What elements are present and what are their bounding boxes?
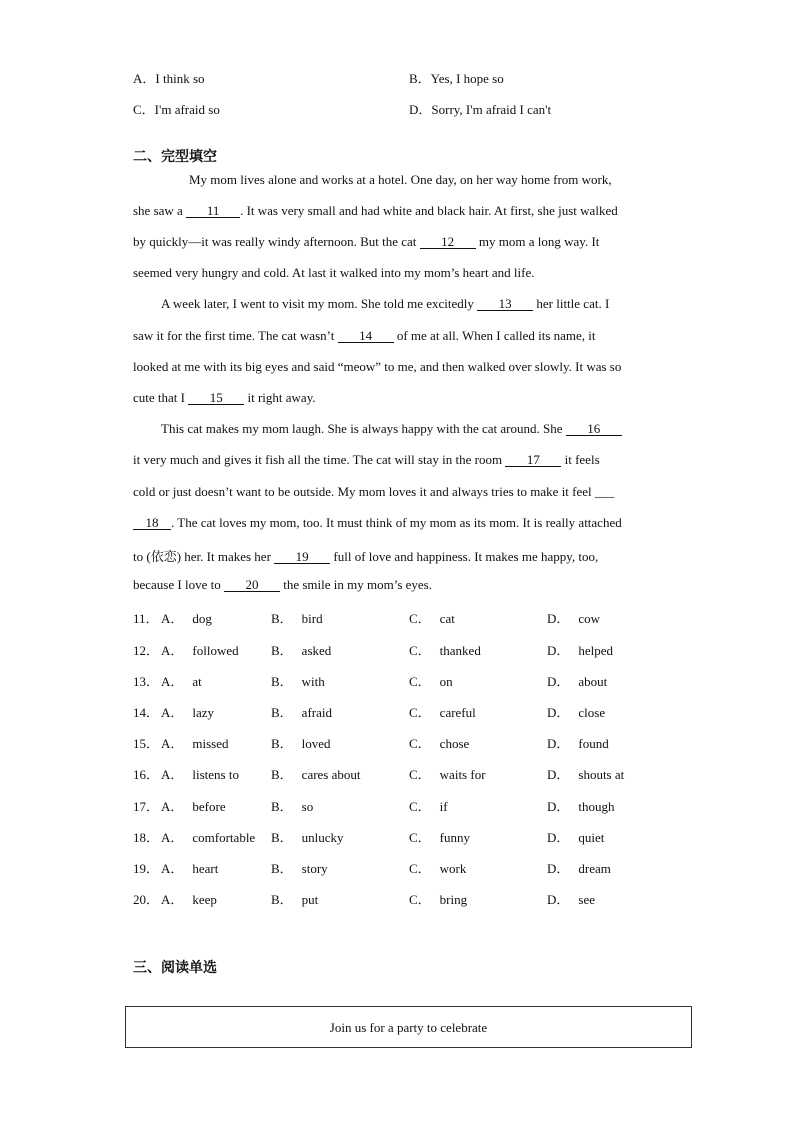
option-label: B． bbox=[271, 705, 293, 720]
option-c[interactable] bbox=[409, 640, 481, 659]
option-label: D． bbox=[547, 705, 570, 720]
question-number: 12． bbox=[133, 643, 160, 658]
passage-line: My mom lives alone and works at a hotel. One day, on her way home from work, bbox=[189, 172, 612, 187]
option-d[interactable] bbox=[547, 702, 605, 721]
option-d[interactable] bbox=[547, 858, 611, 877]
option-label: C． bbox=[409, 736, 431, 751]
option-b[interactable] bbox=[271, 858, 328, 877]
option-c[interactable] bbox=[409, 702, 476, 721]
section-heading-reading: 三、阅读单选 bbox=[133, 960, 217, 976]
passage-line: it very much and gives it fish all the time. The cat will stay in the room 17 it feels bbox=[133, 452, 600, 467]
question-row bbox=[133, 608, 663, 626]
option-b[interactable] bbox=[271, 764, 361, 783]
option-text: with bbox=[301, 674, 325, 689]
question-number: 14． bbox=[133, 705, 160, 720]
option-label: C． bbox=[409, 799, 431, 814]
option-a[interactable] bbox=[161, 858, 218, 877]
option-label: C． bbox=[409, 643, 431, 658]
option-a[interactable] bbox=[161, 889, 217, 908]
option-c[interactable] bbox=[409, 671, 453, 690]
prev-option-a: A．I think so bbox=[133, 71, 205, 86]
option-c[interactable] bbox=[409, 764, 486, 783]
option-text: funny bbox=[439, 830, 471, 845]
blank-17: 17 bbox=[505, 453, 561, 467]
option-d[interactable] bbox=[547, 671, 607, 690]
option-text: waits for bbox=[439, 767, 486, 782]
passage-line: looked at me with its big eyes and said “meow” to me, and then walked over slowly. It was so bbox=[133, 359, 622, 374]
option-c[interactable] bbox=[409, 796, 448, 815]
question-row bbox=[133, 733, 663, 751]
option-text: shouts at bbox=[578, 767, 625, 782]
option-text: lazy bbox=[192, 705, 215, 720]
option-text: keep bbox=[192, 892, 217, 907]
passage-line: seemed very hungry and cold. At last it walked into my mom’s heart and life. bbox=[133, 265, 535, 280]
option-a[interactable] bbox=[161, 796, 226, 815]
option-c[interactable] bbox=[409, 827, 470, 846]
blank-15: 15 bbox=[188, 391, 244, 405]
option-a[interactable] bbox=[161, 733, 229, 752]
option-text: cat bbox=[439, 611, 455, 626]
option-text: careful bbox=[439, 705, 476, 720]
option-b[interactable] bbox=[271, 671, 325, 690]
option-text: work bbox=[439, 861, 467, 876]
option-label: D． bbox=[547, 736, 570, 751]
question-number: 11． bbox=[133, 611, 159, 626]
blank-14: 14 bbox=[338, 329, 394, 343]
blank-20: 20 bbox=[224, 578, 280, 592]
option-a[interactable] bbox=[161, 640, 239, 659]
option-label: C． bbox=[409, 861, 431, 876]
prev-option-d: D．Sorry, I'm afraid I can't bbox=[409, 102, 552, 117]
option-label: B． bbox=[271, 830, 293, 845]
option-d[interactable] bbox=[547, 889, 595, 908]
option-d[interactable] bbox=[547, 764, 624, 783]
question-row bbox=[133, 640, 663, 658]
option-text: helped bbox=[578, 643, 614, 658]
option-label: C． bbox=[409, 705, 431, 720]
option-text: cow bbox=[578, 611, 601, 626]
question-number: 18． bbox=[133, 830, 160, 845]
question-row bbox=[133, 764, 663, 782]
option-text: chose bbox=[439, 736, 470, 751]
option-text: though bbox=[578, 799, 615, 814]
option-text: found bbox=[578, 736, 609, 751]
option-label: A． bbox=[161, 892, 184, 907]
option-d[interactable] bbox=[547, 733, 609, 752]
question-row bbox=[133, 858, 663, 876]
option-a[interactable] bbox=[161, 671, 202, 690]
option-text: put bbox=[301, 892, 319, 907]
passage-line: 18 . The cat loves my mom, too. It must think of my mom as its mom. It is really attached bbox=[133, 515, 663, 531]
option-label: C． bbox=[409, 767, 431, 782]
passage-line: cute that I 15 it right away. bbox=[133, 390, 316, 405]
blank-11: 11 bbox=[186, 204, 240, 218]
option-text: loved bbox=[301, 736, 331, 751]
question-row bbox=[133, 827, 663, 845]
blank-19: 19 bbox=[274, 550, 330, 564]
blank-18: 18 bbox=[133, 516, 171, 530]
option-label: A． bbox=[161, 799, 184, 814]
option-text: bring bbox=[439, 892, 468, 907]
option-b[interactable] bbox=[271, 796, 313, 815]
passage-line: This cat makes my mom laugh. She is always happy with the cat around. She 16 bbox=[161, 421, 691, 437]
option-text: unlucky bbox=[301, 830, 344, 845]
option-text: listens to bbox=[192, 767, 239, 782]
option-label: A． bbox=[161, 674, 184, 689]
blank-16: 16 bbox=[566, 422, 622, 436]
option-text: comfortable bbox=[192, 830, 256, 845]
option-label: C． bbox=[409, 830, 431, 845]
option-label: D． bbox=[547, 830, 570, 845]
option-text: dream bbox=[578, 861, 611, 876]
option-a[interactable] bbox=[161, 702, 214, 721]
blank-12: 12 bbox=[420, 235, 476, 249]
question-number: 16． bbox=[133, 767, 160, 782]
option-label: D． bbox=[547, 799, 570, 814]
option-text: asked bbox=[301, 643, 332, 658]
option-d[interactable] bbox=[547, 608, 600, 627]
option-b[interactable] bbox=[271, 608, 323, 627]
option-label: D． bbox=[547, 892, 570, 907]
option-text: about bbox=[578, 674, 608, 689]
option-text: before bbox=[192, 799, 226, 814]
passage-line: because I love to 20 the smile in my mom’s eyes. bbox=[133, 577, 432, 592]
passage-line: saw it for the first time. The cat wasn’t 14 of me at all. When I called its name, it bbox=[133, 328, 596, 343]
option-c[interactable] bbox=[409, 608, 455, 627]
question-row bbox=[133, 889, 663, 907]
option-text: story bbox=[301, 861, 328, 876]
section-heading-cloze: 二、完型填空 bbox=[133, 149, 217, 165]
passage-box bbox=[125, 1006, 692, 1048]
option-d[interactable] bbox=[547, 796, 615, 815]
option-d[interactable] bbox=[547, 640, 613, 659]
option-label: C． bbox=[409, 892, 431, 907]
question-row bbox=[133, 671, 663, 689]
question-number: 20． bbox=[133, 892, 160, 907]
passage-line: to (依恋) her. It makes her 19 full of love and happiness. It makes me happy, too, bbox=[133, 549, 599, 564]
option-b[interactable] bbox=[271, 889, 318, 908]
passage-line: cold or just doesn’t want to be outside. My mom loves it and always tries to make it feel ___ bbox=[133, 484, 615, 499]
option-label: A． bbox=[161, 830, 184, 845]
option-text: see bbox=[578, 892, 595, 907]
option-label: A． bbox=[161, 736, 184, 751]
option-a[interactable] bbox=[161, 608, 212, 627]
question-row bbox=[133, 796, 663, 814]
option-d[interactable] bbox=[547, 827, 604, 846]
blank-13: 13 bbox=[477, 297, 533, 311]
option-text: bird bbox=[301, 611, 323, 626]
option-b[interactable] bbox=[271, 827, 344, 846]
option-label: B． bbox=[271, 611, 293, 626]
option-a[interactable] bbox=[161, 827, 255, 846]
option-text: cares about bbox=[301, 767, 361, 782]
option-c[interactable] bbox=[409, 858, 466, 877]
option-label: A． bbox=[161, 705, 184, 720]
option-label: B． bbox=[271, 861, 293, 876]
question-number: 15． bbox=[133, 736, 160, 751]
option-text: on bbox=[439, 674, 453, 689]
option-label: D． bbox=[547, 611, 570, 626]
option-text: close bbox=[578, 705, 606, 720]
option-label: B． bbox=[271, 799, 293, 814]
option-b[interactable] bbox=[271, 733, 331, 752]
passage-line: by quickly—it was really windy afternoon. But the cat 12 my mom a long way. It bbox=[133, 234, 600, 249]
option-label: D． bbox=[547, 767, 570, 782]
option-label: D． bbox=[547, 643, 570, 658]
option-text: afraid bbox=[301, 705, 332, 720]
option-text: heart bbox=[192, 861, 219, 876]
question-row bbox=[133, 702, 663, 720]
box-title: Join us for a party to celebrate bbox=[329, 1020, 488, 1035]
option-label: A． bbox=[161, 861, 184, 876]
option-label: B． bbox=[271, 767, 293, 782]
option-a[interactable] bbox=[161, 764, 239, 783]
option-text: so bbox=[301, 799, 314, 814]
option-label: C． bbox=[409, 674, 431, 689]
prev-option-b: B．Yes, I hope so bbox=[409, 71, 504, 86]
question-number: 13． bbox=[133, 674, 160, 689]
passage-line: she saw a 11 . It was very small and had white and black hair. At first, she just walked bbox=[133, 203, 618, 218]
option-b[interactable] bbox=[271, 640, 331, 659]
option-text: followed bbox=[192, 643, 239, 658]
option-label: A． bbox=[161, 611, 184, 626]
option-label: B． bbox=[271, 736, 293, 751]
option-text: thanked bbox=[439, 643, 481, 658]
option-label: B． bbox=[271, 892, 293, 907]
prev-option-c: C．I'm afraid so bbox=[133, 102, 220, 117]
option-text: missed bbox=[192, 736, 229, 751]
option-c[interactable] bbox=[409, 889, 467, 908]
passage-line: A week later, I went to visit my mom. She told me excitedly 13 her little cat. I bbox=[161, 296, 610, 311]
option-label: C． bbox=[409, 611, 431, 626]
option-label: A． bbox=[161, 643, 184, 658]
option-label: D． bbox=[547, 674, 570, 689]
option-label: B． bbox=[271, 643, 293, 658]
option-text: at bbox=[192, 674, 202, 689]
option-label: D． bbox=[547, 861, 570, 876]
option-label: B． bbox=[271, 674, 293, 689]
option-c[interactable] bbox=[409, 733, 469, 752]
option-b[interactable] bbox=[271, 702, 332, 721]
option-label: A． bbox=[161, 767, 184, 782]
question-number: 19． bbox=[133, 861, 160, 876]
option-text: if bbox=[439, 799, 448, 814]
question-number: 17． bbox=[133, 799, 160, 814]
option-text: dog bbox=[192, 611, 212, 626]
option-text: quiet bbox=[578, 830, 605, 845]
